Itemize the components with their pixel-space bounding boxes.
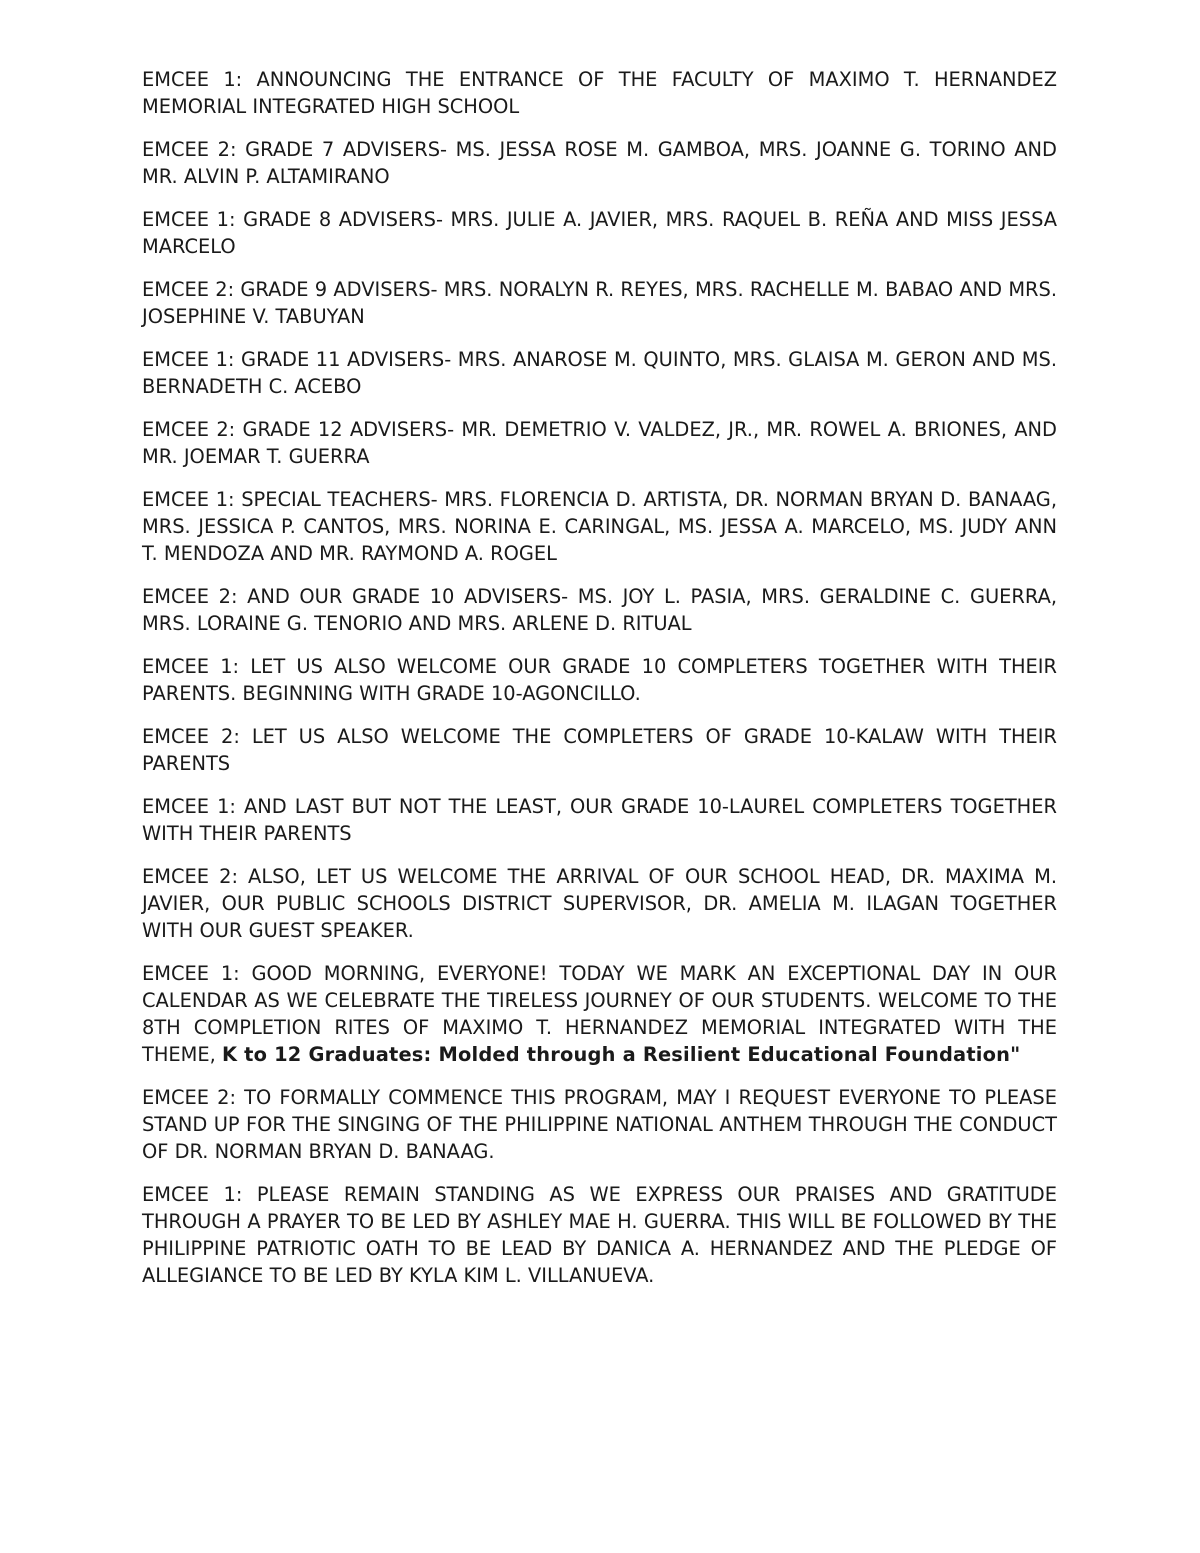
theme-title: K to 12 Graduates: Molded through a Resilient Educational Foundation" [222,1043,1021,1066]
script-paragraph-welcome-theme [142,960,1057,1068]
script-paragraph-grade-8-advisers: EMCEE 1: GRADE 8 ADVISERS- MRS. JULIE A. JAVIER, MRS. RAQUEL B. REÑA AND MISS JESSA MARCELO [142,208,1057,258]
document-page [142,66,1057,1305]
script-paragraph-faculty-entrance: EMCEE 1: ANNOUNCING THE ENTRANCE OF THE FACULTY OF MAXIMO T. HERNANDEZ MEMORIAL INTEGRATED HIGH SCHOOL [142,68,1057,118]
script-paragraph-agoncillo-completers: EMCEE 1: LET US ALSO WELCOME OUR GRADE 10 COMPLETERS TOGETHER WITH THEIR PARENTS. BEGINNING WITH GRADE 10-AGONCILLO. [142,655,1057,705]
script-paragraph-grade-9-advisers: EMCEE 2: GRADE 9 ADVISERS- MRS. NORALYN R. REYES, MRS. RACHELLE M. BABAO AND MRS. JOSEPHINE V. TABUYAN [142,278,1057,328]
script-paragraph-kalaw-completers: EMCEE 2: LET US ALSO WELCOME THE COMPLETERS OF GRADE 10-KALAW WITH THEIR PARENTS [142,725,1057,775]
script-paragraph-national-anthem: EMCEE 2: TO FORMALLY COMMENCE THIS PROGRAM, MAY I REQUEST EVERYONE TO PLEASE STAND UP FOR THE SINGING OF THE PHILIPPINE NATIONAL ANTHEM THROUGH THE CONDUCT OF DR. NORMAN BRYAN D. BANAAG. [142,1086,1057,1163]
welcome-text: EMCEE 1: GOOD MORNING, EVERYONE! TODAY WE MARK AN EXCEPTIONAL DAY IN OUR CALENDAR AS WE CELEBRATE THE TIRELESS JOURNEY OF OUR STUDENTS. WELCOME TO THE 8TH COMPLETION RITES OF MAXIMO T. HERNANDEZ MEMORIAL INTEGRATED WITH THE THEME, [142,962,1057,1066]
script-paragraph-prayer-oath-pledge: EMCEE 1: PLEASE REMAIN STANDING AS WE EXPRESS OUR PRAISES AND GRATITUDE THROUGH A PRAYER TO BE LED BY ASHLEY MAE H. GUERRA. THIS WILL BE FOLLOWED BY THE PHILIPPINE PATRIOTIC OATH TO BE LEAD BY DANICA A. HERNANDEZ AND THE PLEDGE OF ALLEGIANCE TO BE LED BY KYLA KIM L. VILLANUEVA. [142,1183,1057,1287]
script-paragraph-grade-12-advisers: EMCEE 2: GRADE 12 ADVISERS- MR. DEMETRIO V. VALDEZ, JR., MR. ROWEL A. BRIONES, AND MR. JOEMAR T. GUERRA [142,418,1057,468]
script-paragraph-guests-arrival: EMCEE 2: ALSO, LET US WELCOME THE ARRIVAL OF OUR SCHOOL HEAD, DR. MAXIMA M. JAVIER, OUR PUBLIC SCHOOLS DISTRICT SUPERVISOR, DR. AMELIA M. ILAGAN TOGETHER WITH OUR GUEST SPEAKER. [142,865,1057,942]
script-paragraph-laurel-completers: EMCEE 1: AND LAST BUT NOT THE LEAST, OUR GRADE 10-LAUREL COMPLETERS TOGETHER WITH THEIR PARENTS [142,795,1057,845]
script-paragraph-grade-7-advisers: EMCEE 2: GRADE 7 ADVISERS- MS. JESSA ROSE M. GAMBOA, MRS. JOANNE G. TORINO AND MR. ALVIN P. ALTAMIRANO [142,138,1057,188]
script-paragraph-grade-10-advisers: EMCEE 2: AND OUR GRADE 10 ADVISERS- MS. JOY L. PASIA, MRS. GERALDINE C. GUERRA, MRS. LORAINE G. TENORIO AND MRS. ARLENE D. RITUAL [142,585,1057,635]
script-paragraph-grade-11-advisers: EMCEE 1: GRADE 11 ADVISERS- MRS. ANAROSE M. QUINTO, MRS. GLAISA M. GERON AND MS. BERNADETH C. ACEBO [142,348,1057,398]
script-paragraph-special-teachers: EMCEE 1: SPECIAL TEACHERS- MRS. FLORENCIA D. ARTISTA, DR. NORMAN BRYAN D. BANAAG, MRS. JESSICA P. CANTOS, MRS. NORINA E. CARINGAL, MS. JESSA A. MARCELO, MS. JUDY ANN T. MENDOZA AND MR. RAYMOND A. ROGEL [142,488,1057,565]
